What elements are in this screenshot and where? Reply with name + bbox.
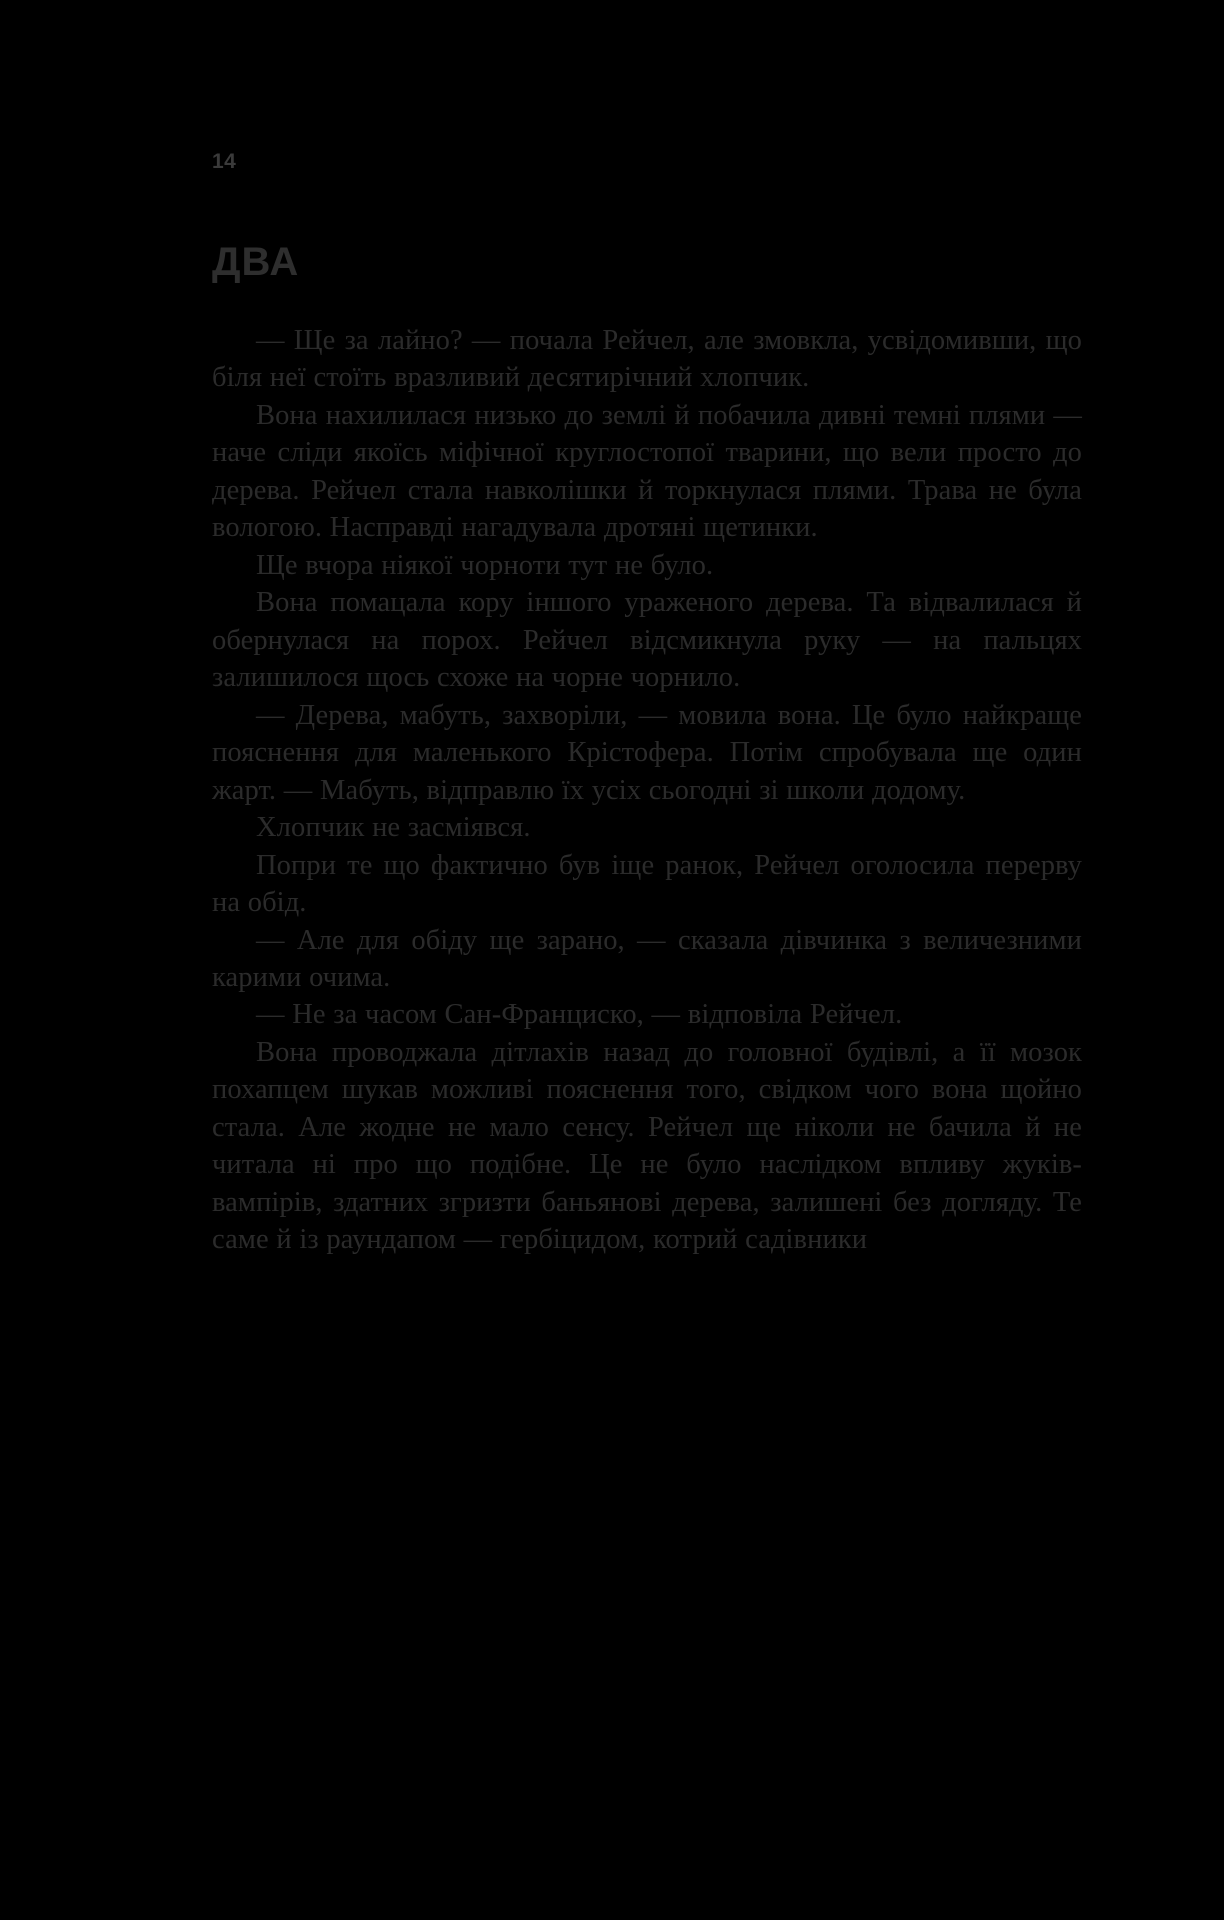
- paragraph: Попри те що фактично був іще ранок, Рейчел оголосила перерву на обід.: [212, 849, 1082, 919]
- paragraph: Вона нахилилася низько до землі й побачила дивні темні плями — наче сліди якоїсь міфічної круглостопої тварини, що вели просто до дерева. Рейчел стала навколішки й торкнулася плями. Трава не була вологою. Насправді нагадувала дротяні щетинки.: [212, 399, 1082, 544]
- paragraph: Ще вчора ніякої чорноти тут не було.: [256, 549, 714, 581]
- paragraph: Хлопчик не засміявся.: [256, 812, 531, 844]
- body-text: [212, 322, 1082, 1259]
- paragraph: — Ще за лайно? — почала Рейчел, але змовкла, усвідомивши, що біля неї стоїть вразливий десятирічний хлопчик.: [212, 325, 1082, 394]
- paragraph: Вона проводжала дітлахів назад до головної будівлі, а її мозок похапцем шукав можливі пояснення того, свідком чого вона щойно стала. Але жодне не мало сенсу. Рейчел ще ніколи не бачила й не читала ні про що подібне. Це не було наслідком впливу жуків-вампірів, здатних згризти баньянові дерева, залишені без догляду. Те саме й із раундапом — гербіцидом, котрий садівники: [212, 1036, 1082, 1256]
- text-column: [212, 150, 1082, 1259]
- paragraph: Вона помацала кору іншого ураженого дерева. Та відвалилася й обернулася на порох. Рейчел відсмикнула руку — на пальцях залишилося щось схоже на чорне чорнило.: [212, 587, 1082, 694]
- paragraph: — Дерева, мабуть, захворіли, — мовила вона. Це було найкраще пояснення для маленького Крістофера. Потім спробувала ще один жарт. — Мабуть, відправлю їх усіх сьогодні зі школи додому.: [212, 699, 1082, 806]
- page-number: 14: [212, 150, 237, 173]
- paragraph: — Але для обіду ще зарано, — сказала дівчинка з величезними карими очима.: [212, 924, 1082, 993]
- chapter-title: ДВА: [212, 240, 300, 284]
- paragraph: — Не за часом Сан-Франциско, — відповіла Рейчел.: [256, 999, 903, 1031]
